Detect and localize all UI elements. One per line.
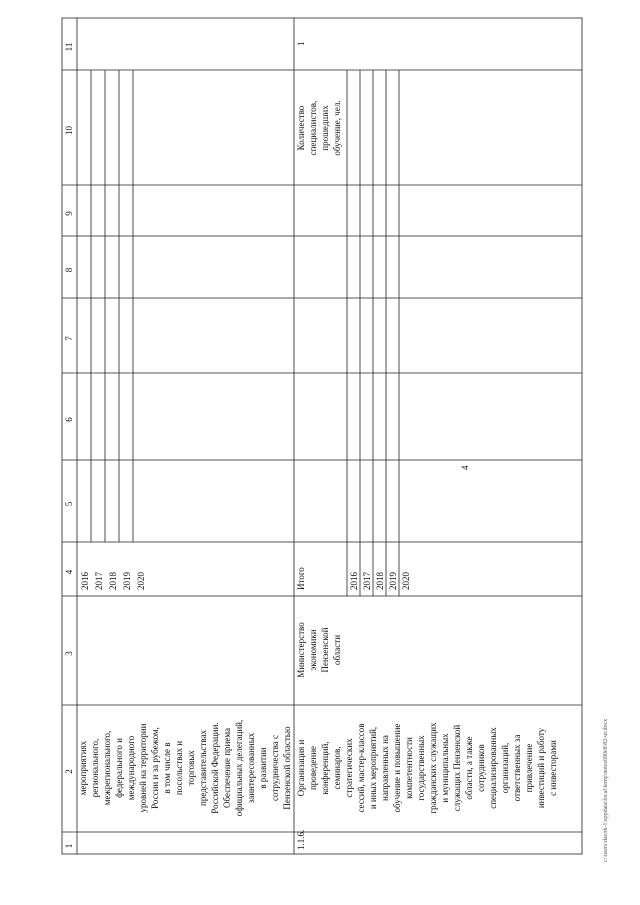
column-number: 3	[64, 651, 74, 656]
column-number: 9	[64, 211, 74, 216]
row-description-line: и муниципальных	[440, 733, 450, 803]
row-description-line: сотрудничества с	[270, 735, 280, 801]
row-description-line: привлечение	[524, 743, 534, 793]
row-id: 1.1.6.	[296, 829, 306, 850]
file-path-footer: c:\users\dacoh-1\appdata\local\temp\notes690e8\82-ur.docx	[603, 718, 609, 862]
column-number: 2	[64, 769, 74, 774]
row-total-label: Итого	[296, 567, 306, 590]
row-description-line: инвестиций и работу	[536, 727, 546, 809]
row-description-line: служащих Пензенской	[452, 724, 462, 812]
row-description-line: Обеспечение приема	[222, 728, 232, 808]
row-year: 2017	[362, 572, 372, 590]
row-description-line: государственных	[416, 735, 426, 801]
row-description-line: области, а также	[464, 736, 474, 800]
row-description-line: России и за рубежом,	[150, 727, 160, 809]
row-description-line: сессий, мастер-классов	[356, 723, 366, 813]
row-description-line: проведение	[308, 745, 318, 791]
page-number: 4	[460, 465, 470, 470]
row-description-line: конференций,	[320, 741, 330, 795]
row-description-line: межрегионального,	[102, 730, 112, 806]
row-description-line: посольствах и	[174, 740, 184, 796]
row-description-line: регионального,	[90, 738, 100, 798]
row-indicator-line: специалистов,	[308, 100, 318, 156]
row-indicator-line: Количество	[296, 105, 306, 151]
row-description-line: в том числе в	[162, 742, 172, 794]
row-description-line: специализированных	[488, 727, 498, 809]
row-description-line: организаций,	[500, 742, 510, 794]
row-year: 2016	[80, 572, 90, 590]
row-responsible-line: экономики	[308, 629, 318, 671]
row-indicator-line: обучение, чел.	[332, 100, 342, 156]
row-description-line: мероприятиях	[78, 740, 88, 796]
row-indicator-line: прошедших	[320, 105, 330, 151]
column-number: 10	[64, 126, 74, 135]
row-year: 2020	[136, 572, 146, 590]
row-responsible-line: Министерство	[296, 622, 306, 678]
row-year: 2019	[122, 572, 132, 590]
row-description-line: семинаров,	[332, 746, 342, 790]
row-description-line: с инвесторами	[548, 740, 558, 796]
row-value: 1	[296, 41, 306, 46]
row-year: 2019	[388, 572, 398, 590]
row-description-line: заинтересованных	[246, 732, 256, 804]
row-responsible-line: Пензенской	[320, 627, 330, 673]
row-description-line: Организация и	[296, 739, 306, 797]
row-year: 2016	[349, 572, 359, 590]
row-description-line: стратегических	[344, 738, 354, 798]
column-number: 8	[64, 267, 74, 273]
row-description-line: торговых	[186, 750, 196, 786]
table-body	[78, 42, 558, 851]
row-description-line: ответственных за	[512, 734, 522, 802]
row-description-line: направленных на	[380, 735, 390, 801]
column-number: 5	[64, 501, 74, 507]
header-row	[64, 43, 74, 849]
row-year: 2018	[108, 572, 118, 590]
row-description-line: представительствах	[198, 730, 208, 806]
column-number: 7	[64, 336, 74, 341]
row-description-line: уровней на территории	[138, 723, 148, 813]
row-description-line: и иных мероприятий,	[368, 726, 378, 810]
row-year: 2020	[401, 572, 411, 590]
row-description-line: гражданских служащих	[428, 722, 438, 814]
column-number: 11	[64, 42, 74, 52]
row-responsible-line: области	[332, 634, 342, 666]
row-description-line: компетентности	[404, 737, 414, 799]
row-description-line: в развитии	[258, 747, 268, 789]
row-description-line: обучение и повышение	[392, 723, 402, 813]
column-number: 1	[64, 843, 74, 849]
column-number: 4	[64, 569, 74, 575]
row-year: 2017	[94, 572, 104, 590]
column-number: 6	[64, 417, 74, 422]
row-year: 2018	[375, 572, 385, 590]
row-description-line: международного	[126, 735, 136, 801]
row-description-line: федерального и	[114, 738, 124, 798]
row-description-line: Российской Федерации.	[210, 722, 220, 814]
row-description-line: сотрудников	[476, 744, 486, 792]
row-description-line: Пензенской областью	[282, 726, 292, 810]
row-description-line: официальных делегаций,	[234, 719, 244, 817]
